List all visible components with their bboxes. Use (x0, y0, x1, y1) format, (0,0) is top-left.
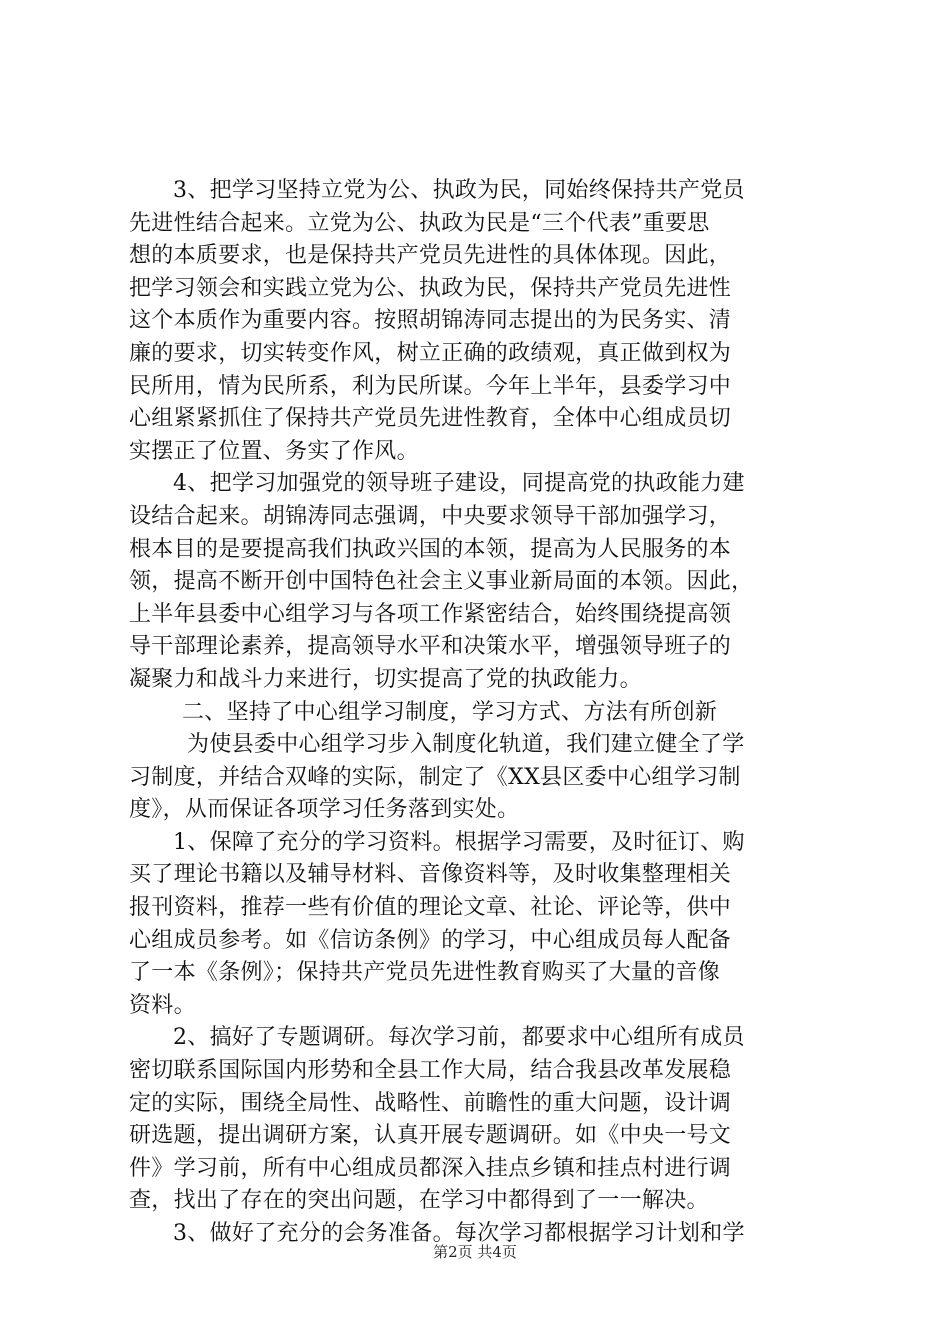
paragraph-line: 心组成员参考。如《信访条例》的学习，中心组成员每人配备 (129, 927, 732, 953)
paragraph-line: 心组紧紧抓住了保持共产党员先进性教育，全体中心组成员切 (129, 406, 732, 432)
paragraph-line: 导干部理论素养，提高领导水平和决策水平，增强领导班子的 (129, 634, 732, 660)
paragraph-line: 3、把学习坚持立党为公、执政为民，同始终保持共产党员 (173, 178, 745, 203)
paragraph-line: 这个本质作为重要内容。按照胡锦涛同志提出的为民务实、清 (129, 308, 732, 334)
paragraph-line: 1、保障了充分的学习资料。根据学习需要，及时征订、购 (173, 829, 745, 855)
paragraph-line: 根本目的是要提高我们执政兴国的本领，提高为人民服务的本 (129, 536, 732, 562)
paragraph-line: 领，提高不断开创中国特色社会主义事业新局面的本领。因此， (129, 569, 754, 595)
paragraph-line: 凝聚力和战斗力来进行，切实提高了党的执政能力。 (129, 666, 642, 692)
document-body (129, 175, 829, 1251)
paragraph-line: 件》学习前，所有中心组成员都深入挂点乡镇和挂点村进行调 (129, 1155, 732, 1181)
page-footer (0, 1242, 950, 1262)
paragraph-line: 3、做好了充分的会务准备。每次学习都根据学习计划和学 (173, 1221, 745, 1246)
paragraph-line: 买了理论书籍以及辅导材料、音像资料等，及时收集整理相关 (129, 862, 732, 888)
paragraph-line: 4、把学习加强党的领导班子建设，同提高党的执政能力建 (173, 471, 745, 497)
paragraph-line: 度》，从而保证各项学习任务落到实处。 (129, 797, 520, 823)
paragraph-line: 为使县委中心组学习步入制度化轨道，我们建立健全了学 (187, 732, 745, 758)
paragraph-line: 廉的要求，切实转变作风，树立正确的政绩观，真正做到权为 (129, 340, 732, 366)
paragraph-line: 先进性结合起来。立党为公、执政为民是“三个代表”重要思 (129, 210, 710, 236)
paragraph-line: 实摆正了位置、务实了作风。 (129, 438, 419, 464)
paragraph-line: 把学习领会和实践立党为公、执政为民，保持共产党员先进性 (129, 275, 732, 301)
paragraph-line: 习制度，并结合双峰的实际，制定了《XX县区委中心组学习制 (129, 764, 741, 790)
paragraph-line: 了一本《条例》；保持共产党员先进性教育购买了大量的音像 (129, 960, 721, 986)
paragraph-line: 查，找出了存在的突出问题，在学习中都得到了一一解决。 (129, 1188, 709, 1214)
paragraph-line: 设结合起来。胡锦涛同志强调，中央要求领导干部加强学习， (129, 503, 732, 529)
paragraph-line: 资料。 (129, 992, 196, 1018)
paragraph-line: 定的实际，围绕全局性、战略性、前瞻性的重大问题，设计调 (129, 1090, 732, 1116)
paragraph-line: 上半年县委中心组学习与各项工作紧密结合，始终围绕提高领 (129, 601, 732, 627)
paragraph-line: 想的本质要求，也是保持共产党员先进性的具体体现。因此， (129, 243, 732, 269)
paragraph-line: 报刊资料，推荐一些有价值的理论文章、社论、评论等，供中 (129, 895, 732, 921)
paragraph-line: 民所用，情为民所系，利为民所谋。今年上半年，县委学习中 (129, 373, 732, 399)
section-heading: 二、坚持了中心组学习制度，学习方式、方法有所创新 (182, 699, 718, 725)
paragraph-line: 研选题，提出调研方案，认真开展专题调研。如《中央一号文 (129, 1123, 732, 1149)
page-number-label: 第2页 共4页 (433, 1243, 517, 1261)
paragraph-line: 密切联系国际国内形势和全县工作大局，结合我县改革发展稳 (129, 1058, 732, 1084)
paragraph-line: 2、搞好了专题调研。每次学习前，都要求中心组所有成员 (173, 1025, 745, 1051)
